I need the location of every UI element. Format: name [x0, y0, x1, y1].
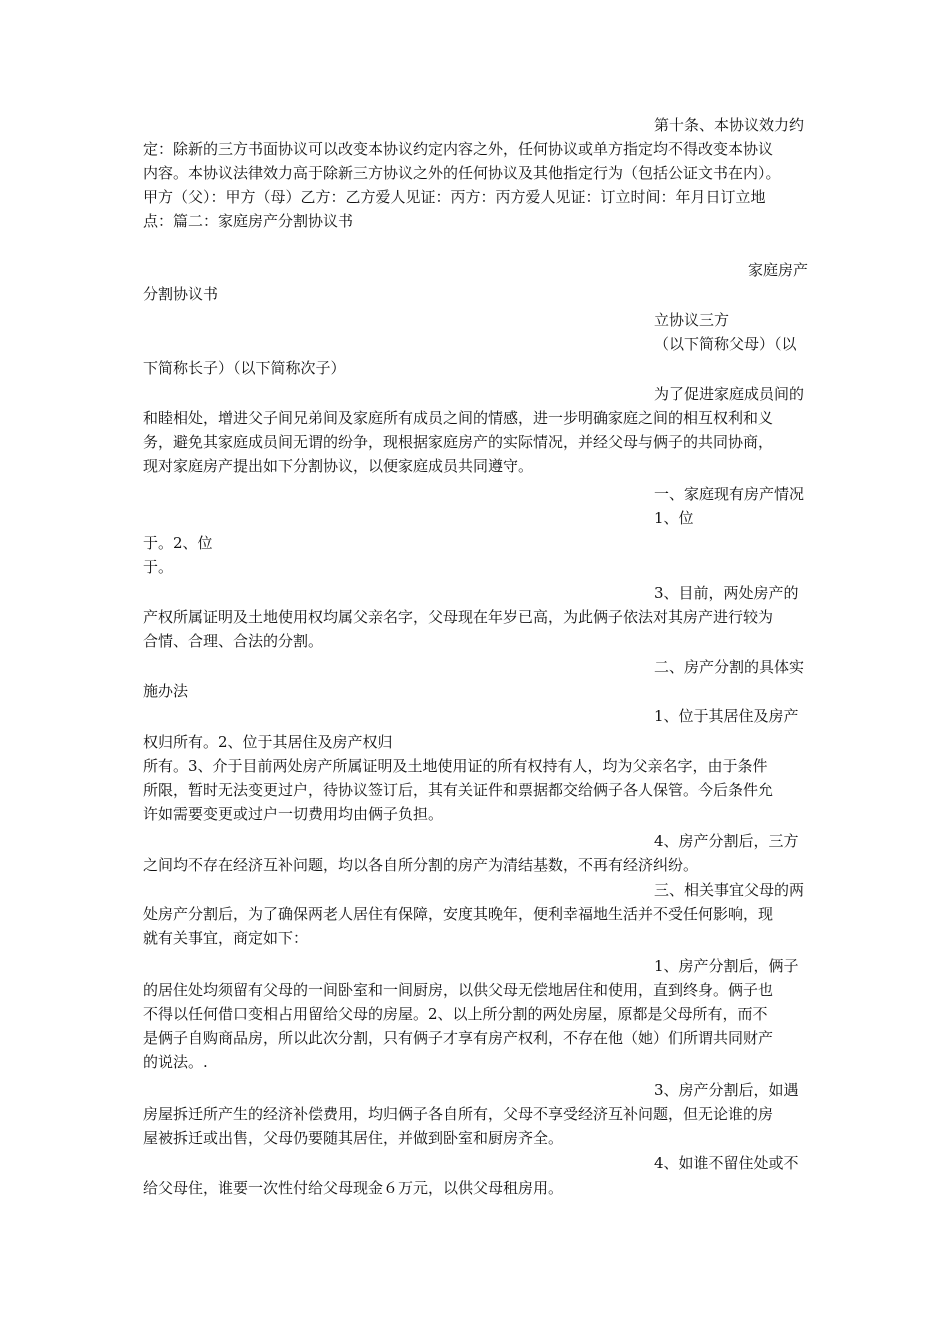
text-line: 现对家庭房产提出如下分割协议，以便家庭成员共同遵守。	[143, 457, 534, 475]
text-line: 不得以任何借口变相占用留给父母的房屋。2、以上所分割的两处房屋，原都是父母所有，而不	[143, 1005, 768, 1023]
text-line: 给父母住，谁要一次性付给父母现金６万元，以供父母租房用。	[143, 1179, 564, 1197]
text-line: 二、房产分割的具体实	[654, 658, 805, 676]
text-line: 三、相关事宜父母的两	[654, 881, 805, 899]
text-line: 和睦相处，增进父子间兄弟间及家庭所有成员之间的情感，进一步明确家庭之间的相互权利和义	[143, 409, 774, 427]
text-line: 为了促进家庭成员间的	[654, 385, 805, 403]
text-line: 家庭房产	[748, 261, 809, 279]
text-line: 就有关事宜，商定如下：	[143, 929, 309, 947]
text-line: 处房产分割后，为了确保两老人居住有保障，安度其晚年，便利幸福地生活并不受任何影响，现	[143, 905, 774, 923]
text-line: 许如需要变更或过户一切费用均由俩子负担。	[143, 805, 444, 823]
text-line: 点：篇二：家庭房产分割协议书	[143, 212, 354, 230]
text-line: 甲方（父）：甲方（母）乙方：乙方爱人见证：丙方：丙方爱人见证：订立时间：年月日订立地	[143, 188, 766, 206]
text-line: 4、如谁不留住处或不	[654, 1154, 799, 1172]
text-line: 于。	[143, 558, 174, 576]
text-line: 务，避免其家庭成员间无谓的纷争，现根据家庭房产的实际情况，并经父母与俩子的共同协商，	[143, 433, 774, 451]
text-line: 合情、合理、合法的分割。	[143, 632, 324, 650]
text-line: 3、目前，两处房产的	[654, 584, 799, 602]
text-line: 第十条、本协议效力约	[654, 116, 805, 134]
text-line: 于。2、位	[143, 534, 213, 552]
text-line: 1、位	[654, 509, 694, 527]
text-line: 4、房产分割后，三方	[654, 832, 799, 850]
text-line: 一、家庭现有房产情况	[654, 485, 805, 503]
text-line: 1、房产分割后，俩子	[654, 957, 799, 975]
text-line: 所有。3、介于目前两处房产所属证明及土地使用证的所有权持有人，均为父亲名字，由于条件	[143, 757, 768, 775]
text-line: 房屋拆迁所产生的经济补偿费用，均归俩子各自所有，父母不享受经济互补问题，但无论谁的房	[143, 1105, 774, 1123]
text-line: 施办法	[143, 682, 189, 700]
text-line: 是俩子自购商品房，所以此次分割，只有俩子才享有房产权利，不存在他（她）们所谓共同财产	[143, 1029, 774, 1047]
text-line: 权归所有。2、位于其居住及房产权归	[143, 733, 393, 751]
text-line: 3、房产分割后，如遇	[654, 1081, 799, 1099]
text-line: 立协议三方	[654, 311, 730, 329]
text-line: 之间均不存在经济互补问题，均以各自所分割的房产为清结基数，不再有经济纠纷。	[143, 856, 699, 874]
text-line: 的居住处均须留有父母的一间卧室和一间厨房，以供父母无偿地居住和使用，直到终身。俩子也	[143, 981, 774, 999]
text-line: 所限，暂时无法变更过户，待协议签订后，其有关证件和票据都交给俩子各人保管。今后条件允	[143, 781, 774, 799]
text-line: 屋被拆迁或出售，父母仍要随其居住，并做到卧室和厨房齐全。	[143, 1129, 564, 1147]
text-line: 分割协议书	[143, 285, 219, 303]
text-line: 的说法。.	[143, 1053, 208, 1071]
text-line: 1、位于其居住及房产	[654, 707, 799, 725]
text-line: 定：除新的三方书面协议可以改变本协议约定内容之外，任何协议或单方指定均不得改变本协议	[143, 140, 774, 158]
text-line: 内容。本协议法律效力高于除新三方协议之外的任何协议及其他指定行为（包括公证文书在内）。	[143, 164, 781, 182]
text-line: 下简称长子）（以下简称次子）	[143, 359, 346, 377]
text-line: （以下简称父母）（以	[654, 335, 797, 353]
text-line: 产权所属证明及土地使用权均属父亲名字，父母现在年岁已高，为此俩子依法对其房产进行较为	[143, 608, 774, 626]
